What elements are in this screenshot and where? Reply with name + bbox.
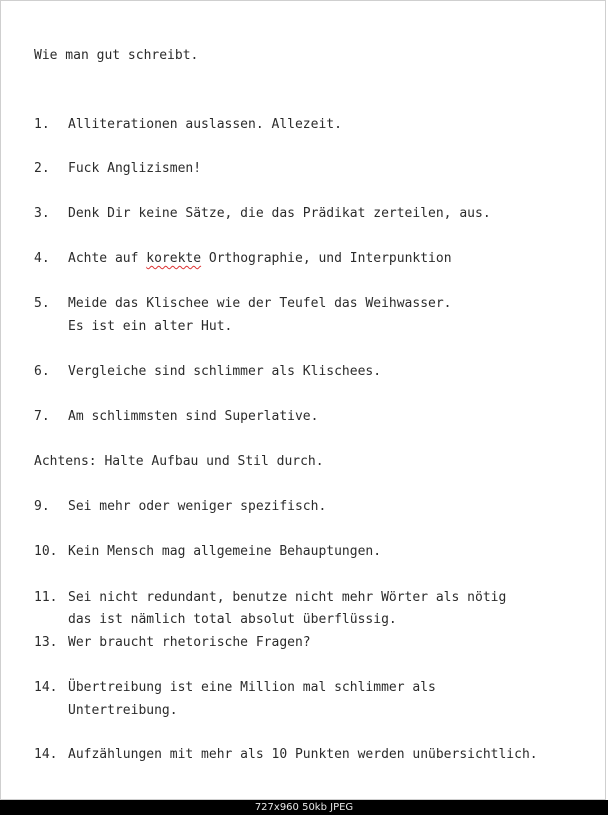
image-info-bar: 727x960 50kb JPEG <box>0 800 608 815</box>
item-text: Aufzählungen mit mehr als 10 Punkten werden unübersichtlich. <box>68 747 538 762</box>
list-item-14b <box>34 744 538 767</box>
list-item-6 <box>34 361 381 384</box>
misspelled-word[interactable]: korekte <box>146 251 202 266</box>
item-number: 2. <box>34 161 50 176</box>
item-text: Alliterationen auslassen. Allezeit. <box>68 117 342 132</box>
item-number: 5. <box>34 296 50 311</box>
item-number: 11. <box>34 590 58 605</box>
document-title: Wie man gut schreibt. <box>34 48 199 63</box>
item-number: 14. <box>34 680 58 695</box>
item-number: 4. <box>34 251 50 266</box>
list-item-1 <box>34 114 342 137</box>
list-item-4 <box>34 248 452 271</box>
list-item-5-continuation: Es ist ein alter Hut. <box>68 319 233 334</box>
list-item-7 <box>34 406 318 429</box>
item-text: Wer braucht rhetorische Fragen? <box>68 635 311 650</box>
item-text: Kein Mensch mag allgemeine Behauptungen. <box>68 544 382 559</box>
item-number: 7. <box>34 409 50 424</box>
item-number: 14. <box>34 747 58 762</box>
list-item-13 <box>34 632 311 655</box>
item-text: Sei mehr oder weniger spezifisch. <box>68 499 327 514</box>
item-number: 1. <box>34 117 50 132</box>
item-text: Fuck Anglizismen! <box>68 161 202 176</box>
item-text: Am schlimmsten sind Superlative. <box>68 409 319 424</box>
list-item-2 <box>34 158 201 181</box>
item-text: Denk Dir keine Sätze, die das Prädikat zerteilen, aus. <box>68 206 491 221</box>
list-item-10 <box>34 541 381 564</box>
item-number: 10. <box>34 544 58 559</box>
list-item-3 <box>34 203 491 226</box>
item-number: 6. <box>34 364 50 379</box>
item-text: Sei nicht redundant, benutze nicht mehr Wörter als nötig <box>68 590 507 605</box>
list-item-11-continuation: das ist nämlich total absolut überflüssig. <box>68 612 397 627</box>
document-body <box>34 1 594 811</box>
item-text-pre: Achte auf <box>68 251 147 266</box>
list-item-8: Achtens: Halte Aufbau und Stil durch. <box>34 454 324 469</box>
item-text-post: Orthographie, und Interpunktion <box>201 251 452 266</box>
list-item-9 <box>34 496 326 519</box>
item-text: Meide das Klischee wie der Teufel das Weihwasser. <box>68 296 452 311</box>
item-number: 3. <box>34 206 50 221</box>
item-number: 13. <box>34 635 58 650</box>
list-item-11 <box>34 587 506 610</box>
list-item-14a <box>34 677 436 700</box>
item-text: Vergleiche sind schlimmer als Klischees. <box>68 364 382 379</box>
item-text: Übertreibung ist eine Million mal schlimmer als <box>68 680 436 695</box>
list-item-14a-continuation: Untertreibung. <box>68 703 178 718</box>
list-item-5 <box>34 293 452 316</box>
item-number: 9. <box>34 499 50 514</box>
